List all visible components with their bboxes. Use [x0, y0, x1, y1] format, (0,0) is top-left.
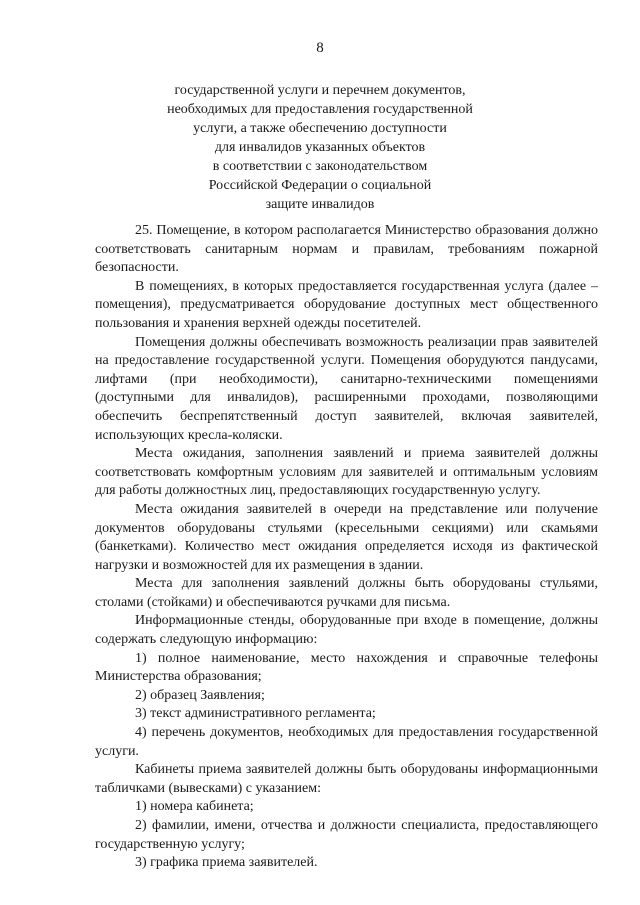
paragraph: Информационные стенды, оборудованные при входе в помещение, должны содержать следующую информацию:	[95, 613, 598, 648]
paragraph: Места ожидания, заполнения заявлений и приема заявителей должны соответствовать комфортным условиям для заявителей и оптимальным условиям для работы должностных лиц, предоставляющих государственную услугу.	[95, 446, 598, 499]
heading-line: необходимых для предоставления государственной	[167, 102, 473, 117]
paragraph: Места для заполнения заявлений должны быть оборудованы стульями, столами (стойками) и обеспечиваются ручками для письма.	[95, 576, 598, 610]
list-item: 3) текст административного регламента;	[135, 706, 376, 722]
document-body	[95, 222, 598, 873]
heading-line: услуги, а также обеспечению доступности	[193, 121, 447, 136]
paragraph: Кабинеты приема заявителей должны быть оборудованы информационными табличками (вывесками) с указанием:	[95, 762, 598, 796]
paragraph: Места ожидания заявителей в очереди на представление или получение документов оборудованы стульями (кресельными секциями) или скамьями (банкетками). Количество мест ожидания определяется исходя из фактической нагрузки и возможностей для их размещения в здании.	[95, 501, 598, 573]
heading-line: государственной услуги и перечнем документов,	[174, 83, 466, 98]
heading-line: для инвалидов указанных объектов	[214, 140, 426, 155]
paragraph: В помещениях, в которых предоставляется государственная услуга (далее – помещения), предусматривается оборудование доступных мест общественного пользования и хранения верхней одежды посетителей.	[95, 278, 598, 331]
list-item: 2) образец Заявления;	[135, 687, 265, 703]
list-item: 4) перечень документов, необходимых для предоставления государственной услуги.	[95, 725, 598, 759]
section-heading	[150, 81, 490, 214]
list-item: 2) фамилии, имени, отчества и должности специалиста, предоставляющего государственную услугу;	[95, 818, 598, 852]
list-item: 1) номера кабинета;	[135, 799, 254, 815]
paragraph: 25. Помещение, в котором располагается Министерство образования должно соответствовать санитарным нормам и правилам, требованиям пожарной безопасности.	[95, 223, 598, 276]
page-number: 8	[316, 40, 324, 56]
heading-line: Российской Федерации о социальной	[208, 178, 432, 193]
list-item: 1) полное наименование, место нахождения и справочные телефоны Министерства образования;	[95, 650, 598, 685]
heading-line: защите инвалидов	[265, 197, 375, 212]
list-item: 3) графика приема заявителей.	[135, 855, 318, 871]
heading-line: в соответствии с законодательством	[212, 159, 428, 174]
paragraph: Помещения должны обеспечивать возможность реализации прав заявителей на предоставление государственной услуги. Помещения оборудуются пандусами, лифтами (при необходимости), санитарно-техническими помещениями (доступными для инвалидов), расширенными проходами, позволяющими обеспечить беспрепятственный доступ заявителей, включая заявителей, использующих кресла-коляски.	[95, 334, 598, 443]
